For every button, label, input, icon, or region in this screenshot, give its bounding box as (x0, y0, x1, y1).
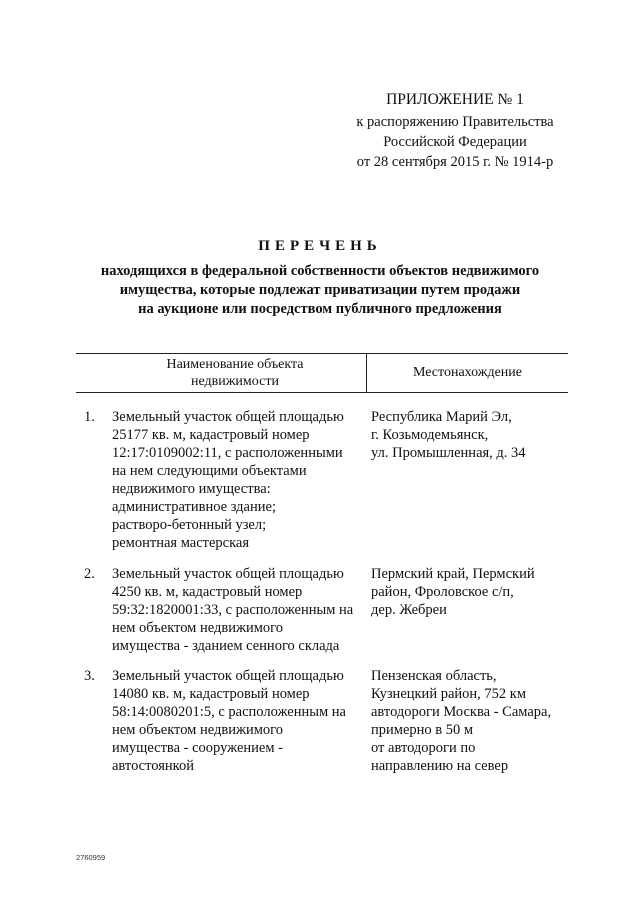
header-name-line: Наименование объекта (166, 357, 304, 372)
row-name (112, 565, 362, 655)
row-location-line: автодороги Москва - Самара, (371, 704, 552, 720)
subtitle-line: на аукционе или посредством публичного предложения (138, 301, 502, 317)
row-name-line: 4250 кв. м, кадастровый номер (112, 584, 303, 600)
appendix-line: Российской Федерации (383, 134, 527, 150)
row-name-line: 14080 кв. м, кадастровый номер (112, 686, 310, 702)
row-name-line: ремонтная мастерская (112, 535, 250, 551)
row-name-line: 59:32:1820001:33, с расположенным на (112, 602, 354, 618)
appendix-block (340, 90, 570, 172)
row-location-line: район, Фроловское с/п, (371, 584, 514, 600)
row-location (371, 667, 571, 775)
row-location (371, 565, 571, 619)
row-name-line: 58:14:0080201:5, с расположенным на (112, 704, 346, 720)
subtitle-line: находящихся в федеральной собственности объектов недвижимого (100, 263, 540, 279)
row-location-line: г. Козьмодемьянск, (371, 427, 489, 443)
row-name-line: Земельный участок общей площадью (112, 566, 344, 582)
row-location-line: примерно в 50 м (371, 722, 474, 738)
header-number-cell (76, 354, 104, 392)
row-number: 3. (84, 668, 95, 684)
row-name-line: Земельный участок общей площадью (112, 668, 344, 684)
row-name-line: имущества - зданием сенного склада (112, 638, 340, 654)
header-location-cell: Местонахождение (412, 365, 522, 380)
document-title: ПЕРЕЧЕНЬ (258, 238, 382, 254)
row-name-line: имущества - сооружением - (112, 740, 283, 756)
row-name-line: Земельный участок общей площадью (112, 409, 344, 425)
row-name-line: автостоянкой (112, 758, 194, 774)
appendix-line: к распоряжению Правительства (356, 114, 554, 130)
row-name-line: растворо-бетонный узел; (112, 517, 267, 533)
row-location-line: Кузнецкий район, 752 км (371, 686, 527, 702)
table-header (76, 353, 568, 393)
row-location-line: Пермский край, Пермский (371, 566, 535, 582)
row-number: 1. (84, 409, 95, 425)
row-name-line: нем объектом недвижимого (112, 722, 283, 738)
appendix-line: от 28 сентября 2015 г. № 1914-р (356, 154, 554, 170)
document-code: 2760959 (76, 853, 106, 862)
row-number: 2. (84, 566, 95, 582)
row-location-line: направлению на север (371, 758, 509, 774)
row-location-line: от автодороги по (371, 740, 476, 756)
appendix-heading: ПРИЛОЖЕНИЕ № 1 (386, 91, 524, 108)
row-name (112, 408, 362, 552)
row-location-line: Республика Марий Эл, (371, 409, 512, 425)
row-name-line: на нем следующими объектами (112, 463, 307, 479)
row-location-line: дер. Жебреи (371, 602, 447, 618)
header-name-cell (104, 354, 367, 392)
subtitle-line: имущества, которые подлежат приватизации путем продажи (119, 282, 521, 298)
row-location-line: Пензенская область, (371, 668, 497, 684)
row-location (371, 408, 571, 462)
row-name-line: административное здание; (112, 499, 276, 515)
row-name-line: нем объектом недвижимого (112, 620, 283, 636)
row-name (112, 667, 362, 775)
row-location-line: ул. Промышленная, д. 34 (371, 445, 526, 461)
header-name-line: недвижимости (191, 374, 279, 389)
row-name-line: 25177 кв. м, кадастровый номер (112, 427, 310, 443)
property-table (76, 353, 568, 774)
row-name-line: недвижимого имущества: (112, 481, 271, 497)
document-subtitle (80, 262, 560, 319)
row-name-line: 12:17:0109002:11, с расположенными (112, 445, 343, 461)
